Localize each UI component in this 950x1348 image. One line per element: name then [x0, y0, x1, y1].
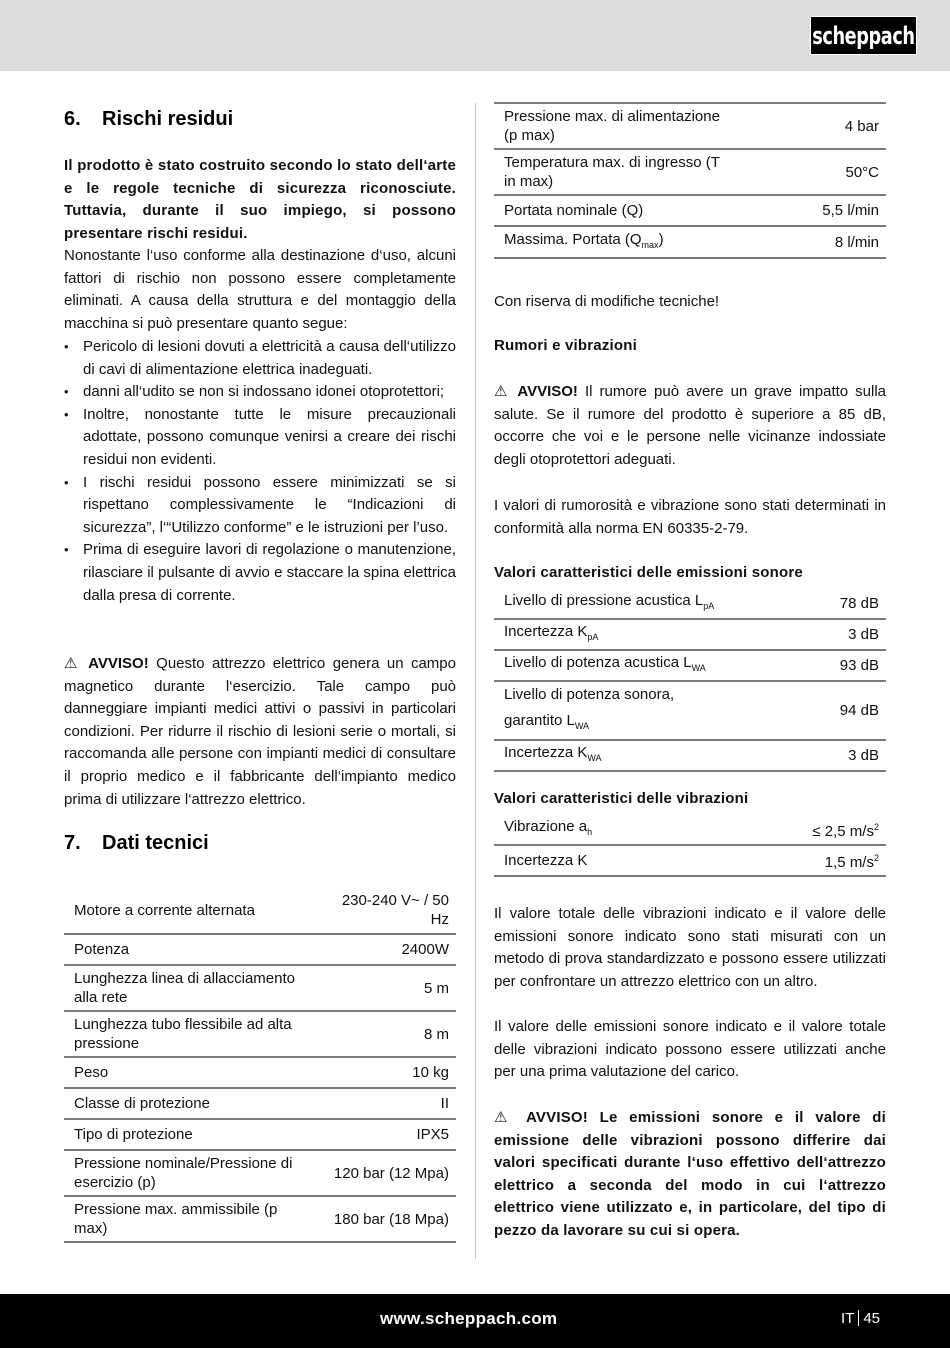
- sound-label: [494, 619, 734, 650]
- column-divider: [475, 103, 476, 1259]
- table-row: [64, 887, 456, 934]
- vibration-info-paragraph-2: Il valore delle emissioni sonore indicato e il valore totale delle vibrazioni indicato possono essere utilizzati anche per una prima valutazione del carico.: [494, 1018, 886, 1081]
- section-number: 7.: [64, 832, 81, 854]
- label-subscript: WA: [587, 753, 602, 763]
- table-row: [494, 226, 886, 258]
- spec-label: Temperatura max. di ingresso (T in max): [494, 149, 734, 195]
- value-superscript: 2: [873, 821, 879, 832]
- website-link[interactable]: www.scheppach.com: [380, 1309, 558, 1328]
- table-row: [494, 740, 886, 771]
- spec-label: [494, 226, 734, 258]
- table-row: [494, 619, 886, 650]
- table-row: [494, 149, 886, 195]
- vibration-table: [494, 814, 886, 877]
- section-7-heading: [64, 832, 209, 855]
- spec-value: 180 bar (18 Mpa): [312, 1196, 456, 1242]
- label-subscript: h: [587, 826, 593, 837]
- value-main: ≤ 2,5 m/s: [812, 822, 874, 840]
- table-row: [494, 195, 886, 226]
- table-row: [494, 103, 886, 149]
- sound-value: 94 dB: [734, 681, 886, 740]
- page-header: [0, 0, 950, 71]
- table-row: [494, 650, 886, 681]
- vibration-label: [494, 845, 712, 876]
- table-row: [494, 814, 886, 845]
- emissions-warning: [494, 1107, 886, 1243]
- warning-triangle-icon: ⚠: [494, 1109, 515, 1126]
- warning-triangle-icon: ⚠: [494, 383, 511, 400]
- sound-value: 93 dB: [734, 650, 886, 681]
- warning-label: AVVISO!: [526, 1109, 588, 1126]
- label-subscript: pA: [703, 600, 715, 611]
- spec-value: 4 bar: [734, 103, 886, 149]
- sound-emissions-heading: Valori caratteristici delle emissioni sonore: [494, 564, 803, 581]
- label-main: Vibrazione a: [504, 817, 588, 835]
- spec-label: Peso: [64, 1057, 312, 1088]
- label-subscript: WA: [574, 721, 590, 731]
- section-number: 6.: [64, 108, 81, 130]
- sound-label: [494, 681, 734, 740]
- sound-value: 3 dB: [734, 619, 886, 650]
- list-item: • Prima di eseguire lavori di regolazione o manutenzione, rilasciare il pulsante di avvio e staccare la spina elettrica dalla presa di corrente.: [64, 539, 456, 607]
- spec-value: IPX5: [312, 1119, 456, 1150]
- label-main: Incertezza K: [504, 623, 588, 640]
- intro-paragraph: Nonostante l‘uso conforme alla destinazione d‘uso, alcuni fattori di rischio non possono essere completamente eliminati. A causa della struttura e del montaggio della macchina si può presentare quanto segue:: [64, 247, 456, 332]
- spec-value: 50°C: [734, 149, 886, 195]
- noise-warning: [494, 381, 886, 471]
- list-item: • danni all‘udito se non si indossano idonei otoprotettori;: [64, 381, 456, 404]
- label-subscript: max: [641, 239, 659, 250]
- label-main: Livello di potenza acustica L: [504, 654, 692, 671]
- table-row: [64, 1088, 456, 1119]
- risk-list: [64, 336, 456, 607]
- vibration-value: [712, 845, 886, 876]
- table-row: [64, 1196, 456, 1242]
- value-main: 1,5 m/s: [824, 854, 874, 871]
- page-indicator: [841, 1310, 880, 1327]
- label-main: Massima. Portata (Q: [504, 230, 642, 248]
- label-main: Incertezza K: [504, 852, 588, 869]
- sound-emissions-table: [494, 588, 886, 772]
- spec-value: 230-240 V~ / 50 Hz: [312, 887, 456, 934]
- spec-value: 8 m: [312, 1011, 456, 1057]
- spec-label: Classe di protezione: [64, 1088, 312, 1119]
- spec-value: 10 kg: [312, 1057, 456, 1088]
- label-subscript: pA: [587, 632, 599, 642]
- intro-bold-paragraph: Il prodotto è stato costruito secondo lo stato dell‘arte e le regole tecniche di sicurezza riconosciute. Tuttavia, durante il suo impiego, si possono presentare rischi residui.: [64, 157, 456, 242]
- spec-label: Pressione max. di alimentazione (p max): [494, 103, 734, 149]
- warning-text: Le emissioni sonore e il valore di emissione delle vibrazioni possono differire dai valori specificati durante l‘uso effettivo dell‘attrezzo elettrico a seconda del modo in cui l‘attrezzo elettrico viene utilizzato e, in particolare, del tipo di pezzo da lavorare su cui si opera.: [494, 1109, 886, 1239]
- logo-text: scheppach: [812, 21, 915, 50]
- warning-text: Il rumore può avere un grave impatto sulla salute. Se il rumore del prodotto è superiore a 85 dB, occorre che voi e le persone nelle vicinanze indossiate degli otoprotettori adeguati.: [494, 383, 887, 468]
- separator: [858, 1310, 859, 1326]
- table-row: [64, 1011, 456, 1057]
- page-number: 45: [863, 1310, 881, 1327]
- spec-value: 120 bar (12 Mpa): [312, 1150, 456, 1196]
- vibration-value: [712, 814, 886, 845]
- technical-data-table-continued: [494, 102, 886, 259]
- label-main: Livello di potenza sonora, garantito L: [504, 686, 675, 729]
- warning-triangle-icon: ⚠: [64, 655, 81, 672]
- spec-label: Pressione nominale/Pressione di esercizio (p): [64, 1150, 312, 1196]
- page-footer: [0, 1294, 950, 1348]
- spec-value: 5,5 l/min: [734, 195, 886, 226]
- language-code: IT: [841, 1310, 855, 1327]
- scheppach-logo: [810, 16, 917, 55]
- label-main: Livello di pressione acustica L: [504, 591, 704, 609]
- spec-value: II: [312, 1088, 456, 1119]
- reserve-note: Con riserva di modifiche tecniche!: [494, 293, 720, 310]
- table-row: [64, 1150, 456, 1196]
- sound-label: [494, 588, 734, 619]
- spec-label: Motore a corrente alternata: [64, 887, 312, 934]
- noise-vibration-heading: Rumori e vibrazioni: [494, 337, 637, 354]
- section-title: Dati tecnici: [102, 832, 209, 854]
- label-close: ): [658, 230, 664, 248]
- spec-value: 2400W: [312, 934, 456, 965]
- table-row: [494, 588, 886, 619]
- spec-label: Portata nominale (Q): [494, 195, 734, 226]
- table-row: [494, 845, 886, 876]
- table-row: [494, 681, 886, 740]
- spec-label: Pressione max. ammissibile (p max): [64, 1196, 312, 1242]
- table-row: [64, 965, 456, 1011]
- value-superscript: 2: [873, 853, 879, 863]
- sound-label: [494, 740, 734, 771]
- section-title: Rischi residui: [102, 108, 234, 130]
- magnetic-field-warning: [64, 653, 456, 811]
- table-row: [64, 934, 456, 965]
- vibration-heading: Valori caratteristici delle vibrazioni: [494, 790, 749, 807]
- spec-label: Tipo di protezione: [64, 1119, 312, 1150]
- warning-label: AVVISO!: [88, 655, 149, 672]
- vibration-info-paragraph-1: Il valore totale delle vibrazioni indicato e il valore delle emissioni sonore indicato sono stati misurati con un metodo di prova standardizzato e possono essere utilizzati per confrontare un attrezzo elettrico con un altro.: [494, 905, 886, 990]
- list-item: • Inoltre, nonostante tutte le misure precauzionali adottate, possono comunque venirsi a creare dei rischi residui non evidenti.: [64, 404, 456, 472]
- spec-label: Lunghezza tubo flessibile ad alta pressione: [64, 1011, 312, 1057]
- spec-value: 5 m: [312, 965, 456, 1011]
- sound-value: 78 dB: [734, 588, 886, 619]
- table-row: [64, 1057, 456, 1088]
- technical-data-table: [64, 887, 456, 1243]
- list-item: • Pericolo di lesioni dovuti a elettricità a causa dell‘utilizzo di cavi di alimentazione elettrica inadeguati.: [64, 336, 456, 381]
- label-main: Incertezza K: [504, 744, 588, 761]
- label-subscript: WA: [691, 663, 706, 673]
- table-row: [64, 1119, 456, 1150]
- section-6-heading: [64, 108, 233, 131]
- sound-label: [494, 650, 734, 681]
- warning-label: AVVISO!: [517, 383, 578, 400]
- warning-text: Questo attrezzo elettrico genera un campo magnetico durante l‘esercizio. Tale campo può danneggiare impianti medici attivi o passivi in particolari condizioni. Per ridurre il rischio di lesioni serie o mortali, si raccomanda alle persone con impianti medici di consultare il proprio medico e il fabbricante dell‘impianto medico prima di utilizzare l‘attrezzo elettrico.: [64, 655, 456, 808]
- spec-label: Potenza: [64, 934, 312, 965]
- list-item: • I rischi residui possono essere minimizzati se si rispettano complessivamente le “Indicazioni di sicurezza”, l‘“Utilizzo conforme” e le istruzioni per l’uso.: [64, 472, 456, 540]
- vibration-label: [494, 814, 712, 845]
- spec-label: Lunghezza linea di allacciamento alla rete: [64, 965, 312, 1011]
- norm-paragraph: I valori di rumorosità e vibrazione sono stati determinati in conformità alla norma EN 60335-2-79.: [494, 497, 886, 537]
- spec-value: 8 l/min: [734, 226, 886, 258]
- sound-value: 3 dB: [734, 740, 886, 771]
